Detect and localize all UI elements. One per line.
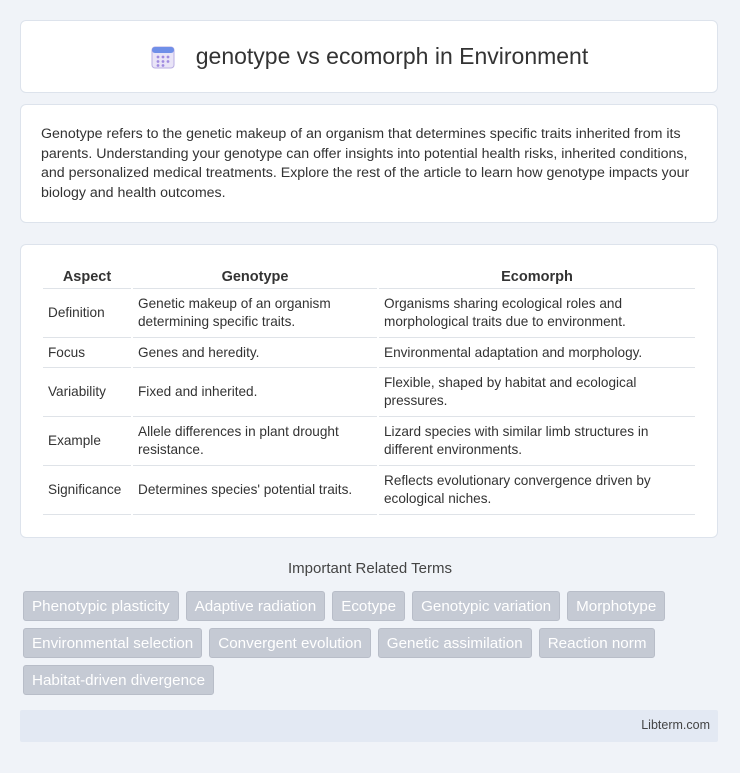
related-term-tag[interactable]: Morphotype xyxy=(567,591,665,621)
footer xyxy=(20,710,718,742)
table-row xyxy=(43,417,695,466)
related-term-tag[interactable]: Phenotypic plasticity xyxy=(23,591,179,621)
genotype-cell: Genetic makeup of an organism determining specific traits. xyxy=(133,289,377,338)
genotype-cell: Determines species' potential traits. xyxy=(133,466,377,515)
related-term-tag[interactable]: Environmental selection xyxy=(23,628,202,658)
genotype-cell: Allele differences in plant drought resistance. xyxy=(133,417,377,466)
ecomorph-cell: Environmental adaptation and morphology. xyxy=(379,338,695,368)
table-row xyxy=(43,466,695,515)
related-terms-title: Important Related Terms xyxy=(288,560,452,577)
aspect-cell: Variability xyxy=(43,368,131,417)
intro-card xyxy=(20,104,718,223)
table-row xyxy=(43,338,695,368)
aspect-cell: Example xyxy=(43,417,131,466)
related-term-tag[interactable]: Reaction norm xyxy=(539,628,656,658)
footer-brand-link[interactable]: Libterm.com xyxy=(641,718,710,732)
column-header: Genotype xyxy=(133,263,377,289)
ecomorph-cell: Organisms sharing ecological roles and morphological traits due to environment. xyxy=(379,289,695,338)
related-term-tag[interactable]: Ecotype xyxy=(332,591,405,621)
aspect-cell: Definition xyxy=(43,289,131,338)
column-header: Ecomorph xyxy=(379,263,695,289)
ecomorph-cell: Flexible, shaped by habitat and ecological pressures. xyxy=(379,368,695,417)
table-row xyxy=(43,289,695,338)
table-row xyxy=(43,368,695,417)
related-term-tag[interactable]: Convergent evolution xyxy=(209,628,371,658)
ecomorph-cell: Reflects evolutionary convergence driven by ecological niches. xyxy=(379,466,695,515)
related-term-tag[interactable]: Genetic assimilation xyxy=(378,628,532,658)
genotype-cell: Genes and heredity. xyxy=(133,338,377,368)
related-term-tag[interactable]: Habitat-driven divergence xyxy=(23,665,214,695)
comparison-card xyxy=(20,244,718,538)
aspect-cell: Focus xyxy=(43,338,131,368)
genotype-cell: Fixed and inherited. xyxy=(133,368,377,417)
calendar-icon xyxy=(150,44,176,70)
page-title: genotype vs ecomorph in Environment xyxy=(195,43,589,69)
intro-text: Genotype refers to the genetic makeup of an organism that determines specific traits inherited from its parents. Understanding your genotype can offer insights into potential health risks, inherited conditions, and personalized medical treatments. Explore the rest of the article to learn how genotype impacts your biology and health outcomes. xyxy=(41,126,690,201)
comparison-table xyxy=(41,263,697,515)
related-term-tag[interactable]: Adaptive radiation xyxy=(186,591,326,621)
related-term-tag[interactable]: Genotypic variation xyxy=(412,591,560,621)
header-card xyxy=(20,20,718,93)
aspect-cell: Significance xyxy=(43,466,131,515)
column-header: Aspect xyxy=(43,263,131,289)
ecomorph-cell: Lizard species with similar limb structures in different environments. xyxy=(379,417,695,466)
related-terms-list xyxy=(23,591,723,695)
table-header-row xyxy=(43,263,695,289)
